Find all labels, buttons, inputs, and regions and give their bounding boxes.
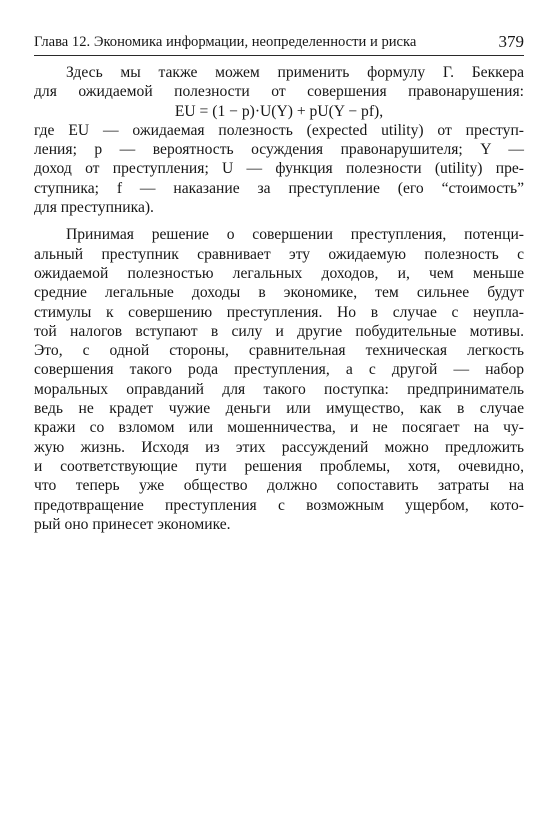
formula: EU = (1 − p)·U(Y) + pU(Y − pf), (174, 102, 384, 120)
text-line: Это, с одной стороны, сравнительная техническая легкость (34, 342, 524, 360)
running-header (34, 34, 524, 54)
text-line: совершения такого рода преступления, а с другой — набор (34, 361, 524, 379)
text-line: ведь не крадет чужие деньги или имущество, как в случае (34, 400, 524, 418)
text-line: для ожидаемой полезности от совершения правонарушения: (34, 83, 524, 101)
text-line: стимулы к совершению преступления. Но в случае с неупла- (34, 303, 524, 321)
body-text (34, 63, 524, 534)
page-number: 379 (498, 32, 524, 51)
text-line: средние легальные доходы в экономике, тем сильнее будут (34, 284, 524, 302)
text-line: рый оно принесет экономике. (34, 515, 231, 533)
text-line: где EU — ожидаемая полезность (expected utility) от преступ- (34, 121, 524, 139)
text-line: для преступника). (34, 199, 154, 217)
text-line: той налогов вступают в силу и другие побудительные мотивы. (34, 322, 524, 340)
text-line: жую жизнь. Исходя из этих рассуждений можно предложить (34, 438, 524, 456)
text-line: альный преступник сравнивает эту ожидаемую полезность с (34, 245, 524, 263)
text-line: кражи со взломом или мошенничества, и не посягает на чу- (34, 419, 524, 437)
text-line: доход от преступления; U — функция полезности (utility) пре- (34, 160, 524, 178)
text-line: ожидаемой полезностью легальных доходов, и, чем меньше (34, 264, 524, 282)
text-line: моральных оправданий для такого поступка: предприниматель (34, 380, 524, 398)
header-rule (34, 55, 524, 56)
text-line: Принимая решение о совершении преступления, потенци- (66, 226, 524, 244)
chapter-title: Глава 12. Экономика информации, неопределенности и риска (34, 34, 417, 50)
paragraph-gap (34, 217, 524, 225)
text-line: и соответствующие пути решения проблемы, хотя, очевидно, (34, 457, 524, 475)
text-line: что теперь уже общество должно сопоставить затраты на (34, 477, 524, 495)
text-line: Здесь мы также можем применить формулу Г. Беккера (66, 64, 524, 81)
text-line: ступника; f — наказание за преступление (его “стоимость” (34, 179, 524, 197)
text-line: предотвращение преступления с возможным ущербом, кото- (34, 496, 524, 514)
text-line: ления; p — вероятность осуждения правонарушителя; Y — (34, 141, 524, 159)
